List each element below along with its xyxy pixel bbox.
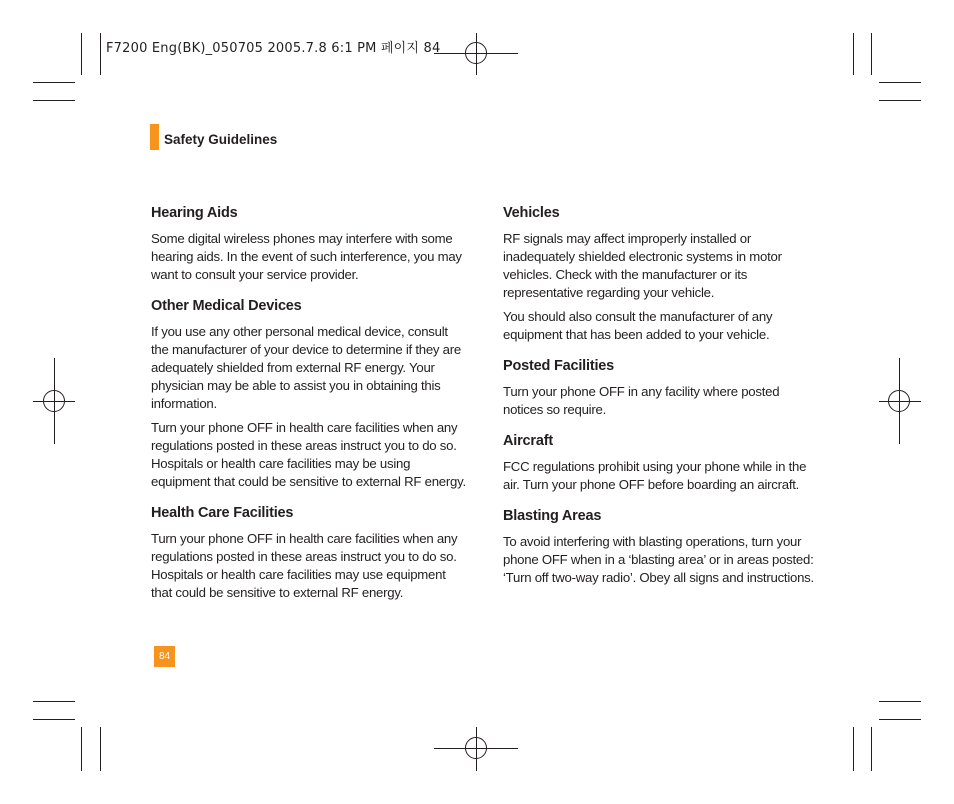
print-slug: F7200 Eng(BK)_050705 2005.7.8 6:1 PM 페이지 84 — [106, 41, 441, 56]
crop-mark — [853, 727, 854, 771]
section-heading: Health Care Facilities — [151, 505, 294, 521]
crop-mark — [81, 33, 82, 75]
body-paragraph: To avoid interfering with blasting operations, turn your phone OFF when in a ‘blasting area’ or in areas posted: ‘Turn off two-way radio’. Obey all signs and instructions. — [503, 534, 814, 585]
crop-mark — [871, 33, 872, 75]
crop-mark — [879, 100, 921, 101]
left-column — [151, 205, 466, 616]
article-section — [151, 298, 466, 505]
section-heading: Hearing Aids — [151, 205, 238, 221]
crop-mark — [879, 701, 921, 702]
body-paragraph: FCC regulations prohibit using your phone while in the air. Turn your phone OFF before boarding an aircraft. — [503, 459, 807, 492]
registration-circle — [43, 390, 65, 412]
crop-mark — [100, 33, 101, 75]
crop-mark — [33, 719, 75, 720]
body-paragraph: RF signals may affect improperly installed or inadequately shielded electronic systems in motor vehicles. Check with the manufacturer or its representative regarding your vehicle. — [503, 231, 782, 300]
body-paragraph: Turn your phone OFF in health care facilities when any regulations posted in these areas instruct you to do so. Hospitals or health care facilities may use equipment that could be sensitive to external RF energy. — [151, 531, 458, 600]
body-paragraph: Turn your phone OFF in health care facilities when any regulations posted in these areas instruct you to do so. Hospitals or health care facilities may be using equipment that could be sensitive to external RF energy. — [151, 420, 466, 489]
section-title: Safety Guidelines — [164, 132, 278, 147]
body-paragraph: You should also consult the manufacturer of any equipment that has been added to your vehicle. — [503, 309, 773, 342]
crop-mark — [879, 719, 921, 720]
crop-mark — [853, 33, 854, 75]
crop-mark — [100, 727, 101, 771]
section-heading: Blasting Areas — [503, 508, 602, 524]
crop-mark — [879, 82, 921, 83]
body-paragraph: Some digital wireless phones may interfere with some hearing aids. In the event of such interference, you may want to consult your service provider. — [151, 231, 462, 282]
crop-mark — [81, 727, 82, 771]
registration-circle — [888, 390, 910, 412]
body-paragraph: If you use any other personal medical device, consult the manufacturer of your device to determine if they are adequately shielded from external RF energy. Your physician may be able to assist you in obtaining this information. — [151, 324, 461, 411]
registration-circle — [465, 737, 487, 759]
registration-circle — [465, 42, 487, 64]
article-section — [151, 505, 466, 616]
section-heading: Vehicles — [503, 205, 560, 221]
crop-mark — [33, 100, 75, 101]
article-section — [503, 508, 819, 601]
section-heading: Other Medical Devices — [151, 298, 302, 314]
crop-mark — [871, 727, 872, 771]
section-heading: Aircraft — [503, 433, 553, 449]
article-section — [503, 205, 819, 358]
article-section — [503, 433, 819, 508]
article-section — [151, 205, 466, 298]
crop-mark — [33, 701, 75, 702]
page-number-badge: 84 — [154, 646, 175, 667]
crop-mark — [33, 82, 75, 83]
article-section — [503, 358, 819, 433]
body-paragraph: Turn your phone OFF in any facility where posted notices so require. — [503, 384, 780, 417]
section-accent-bar — [150, 124, 159, 150]
right-column — [503, 205, 819, 601]
section-heading: Posted Facilities — [503, 358, 615, 374]
